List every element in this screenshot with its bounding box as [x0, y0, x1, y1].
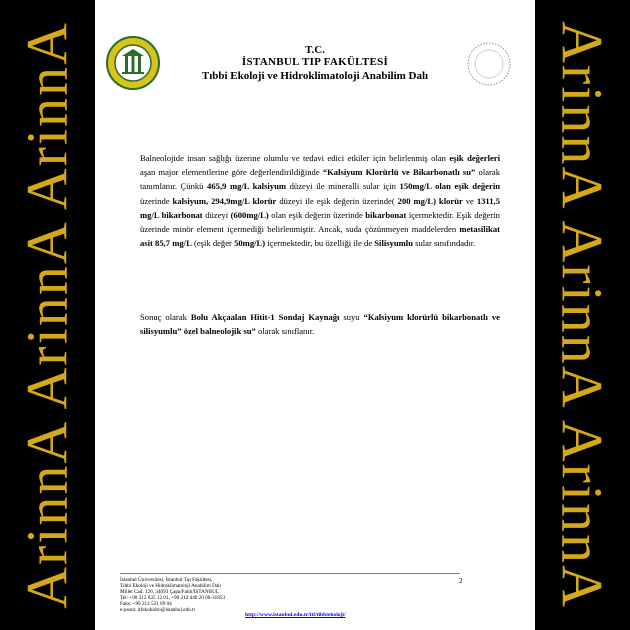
page-number: 2 [459, 577, 463, 585]
p1-segment: düzeyi ile mineralli sular için [286, 181, 400, 192]
header-tc: T.C. [305, 44, 325, 56]
p1-segment: olarak tanımlanır. Çünkü [140, 167, 500, 192]
p2-segment: Bolu Akçaalan Hitit-1 Sondaj Kaynağı [190, 312, 340, 322]
p1-segment: içermektedir, bu özelliği ile de [265, 238, 375, 249]
p1-segment: metasilikat asit 85,7 mg/L [140, 224, 500, 249]
footer-line: Tıbbi Ekoloji ve Hidroklimatoloji Anabilim Dalı [120, 583, 222, 590]
p1-segment: eşik değerleri [449, 153, 500, 163]
p1-segment: Silisyumlu [374, 238, 413, 249]
p1-segment: aşan major elementlerine göre değerlendirildiğinde [140, 167, 323, 178]
p1-segment: düzeyi ile eşik değerin üzerinde( [276, 195, 398, 206]
left-brand-banner [0, 0, 95, 630]
p1-segment: “Kalsiyum Klorürlü ve Bikarbonatlı su” [322, 167, 476, 178]
p2-segment: olarak sınıflanır. [255, 326, 315, 337]
footer-line: Millet Cad. 126, 34093 Çapa/Fatih/İSTANBUL [120, 589, 220, 596]
footer-divider [120, 573, 460, 574]
footer-line: İstanbul Üniversitesi, İstanbul Tıp Fakültesi, [120, 577, 213, 583]
p1-segment: içermektedir. Eşik değerin üzerinde minör element içermediği belirlenmiştir. Ancak, suda çözünmeyen maddelerden [140, 209, 500, 235]
department-url-link[interactable]: http://www.istanbul.edu.tr/itf/tibbiekoloji/ [245, 612, 346, 618]
p1-segment: 150mg/L olan eşik değerin [399, 181, 500, 192]
p1-segment: düzeyi [202, 209, 231, 220]
footer-line: Tel: +90 212 635 12 01, +90 212 440 20 00-31853 [120, 595, 226, 602]
p1-segment: ve [462, 195, 477, 206]
right-brand-banner [535, 0, 630, 630]
p1-segment: üzerinde [140, 195, 173, 206]
p1-segment: bikarbonat [365, 209, 407, 220]
header-faculty: İSTANBUL TIP FAKÜLTESİ [241, 56, 389, 68]
p1-segment: Balneolojide insan sağlığı üzerine olumlu ve tedavi edici etkiler için belirlenmiş olan [140, 153, 450, 163]
left-brand-text: ArinnA ArinnA ArinnA [14, 21, 80, 609]
header-department: Tıbbi Ekoloji ve Hidroklimatoloji Anabilim Dalı [201, 70, 429, 82]
document-header [95, 44, 535, 83]
footer-line: e-posta: itfekohidro@istanbul.edu.tr [120, 607, 196, 614]
p1-segment: (600mg/L) [230, 209, 269, 220]
p1-segment: (eşik değer [191, 238, 235, 249]
analysis-paragraph [140, 151, 500, 250]
p1-segment: 465,9 mg/L kalsiyum [207, 181, 287, 192]
conclusion-paragraph [140, 310, 500, 338]
p1-segment: 200 mg/L) klorür [397, 195, 463, 206]
p1-segment: 50mg/L) [234, 238, 266, 249]
p2-segment: suyu [339, 312, 364, 322]
p1-segment: sular sınıfındadır. [412, 238, 476, 249]
p1-segment: olan eşik değerin üzerinde [268, 209, 366, 220]
p1-segment: kalsiyum, 294,9mg/L klorür [172, 195, 277, 206]
right-brand-text: ArinnA ArinnA ArinnA [549, 21, 615, 609]
p1-segment: 1311,5 mg/L bikarbonat [140, 195, 500, 220]
document-page [95, 0, 535, 630]
footer-line: Faks: +90 212 531 89 04 [120, 601, 172, 608]
p2-segment: “Kalsiyum klorürlü bikarbonatlı ve silisyumlu” özel balneolojik su” [140, 312, 500, 337]
p2-segment: Sonuç olarak [140, 312, 191, 322]
